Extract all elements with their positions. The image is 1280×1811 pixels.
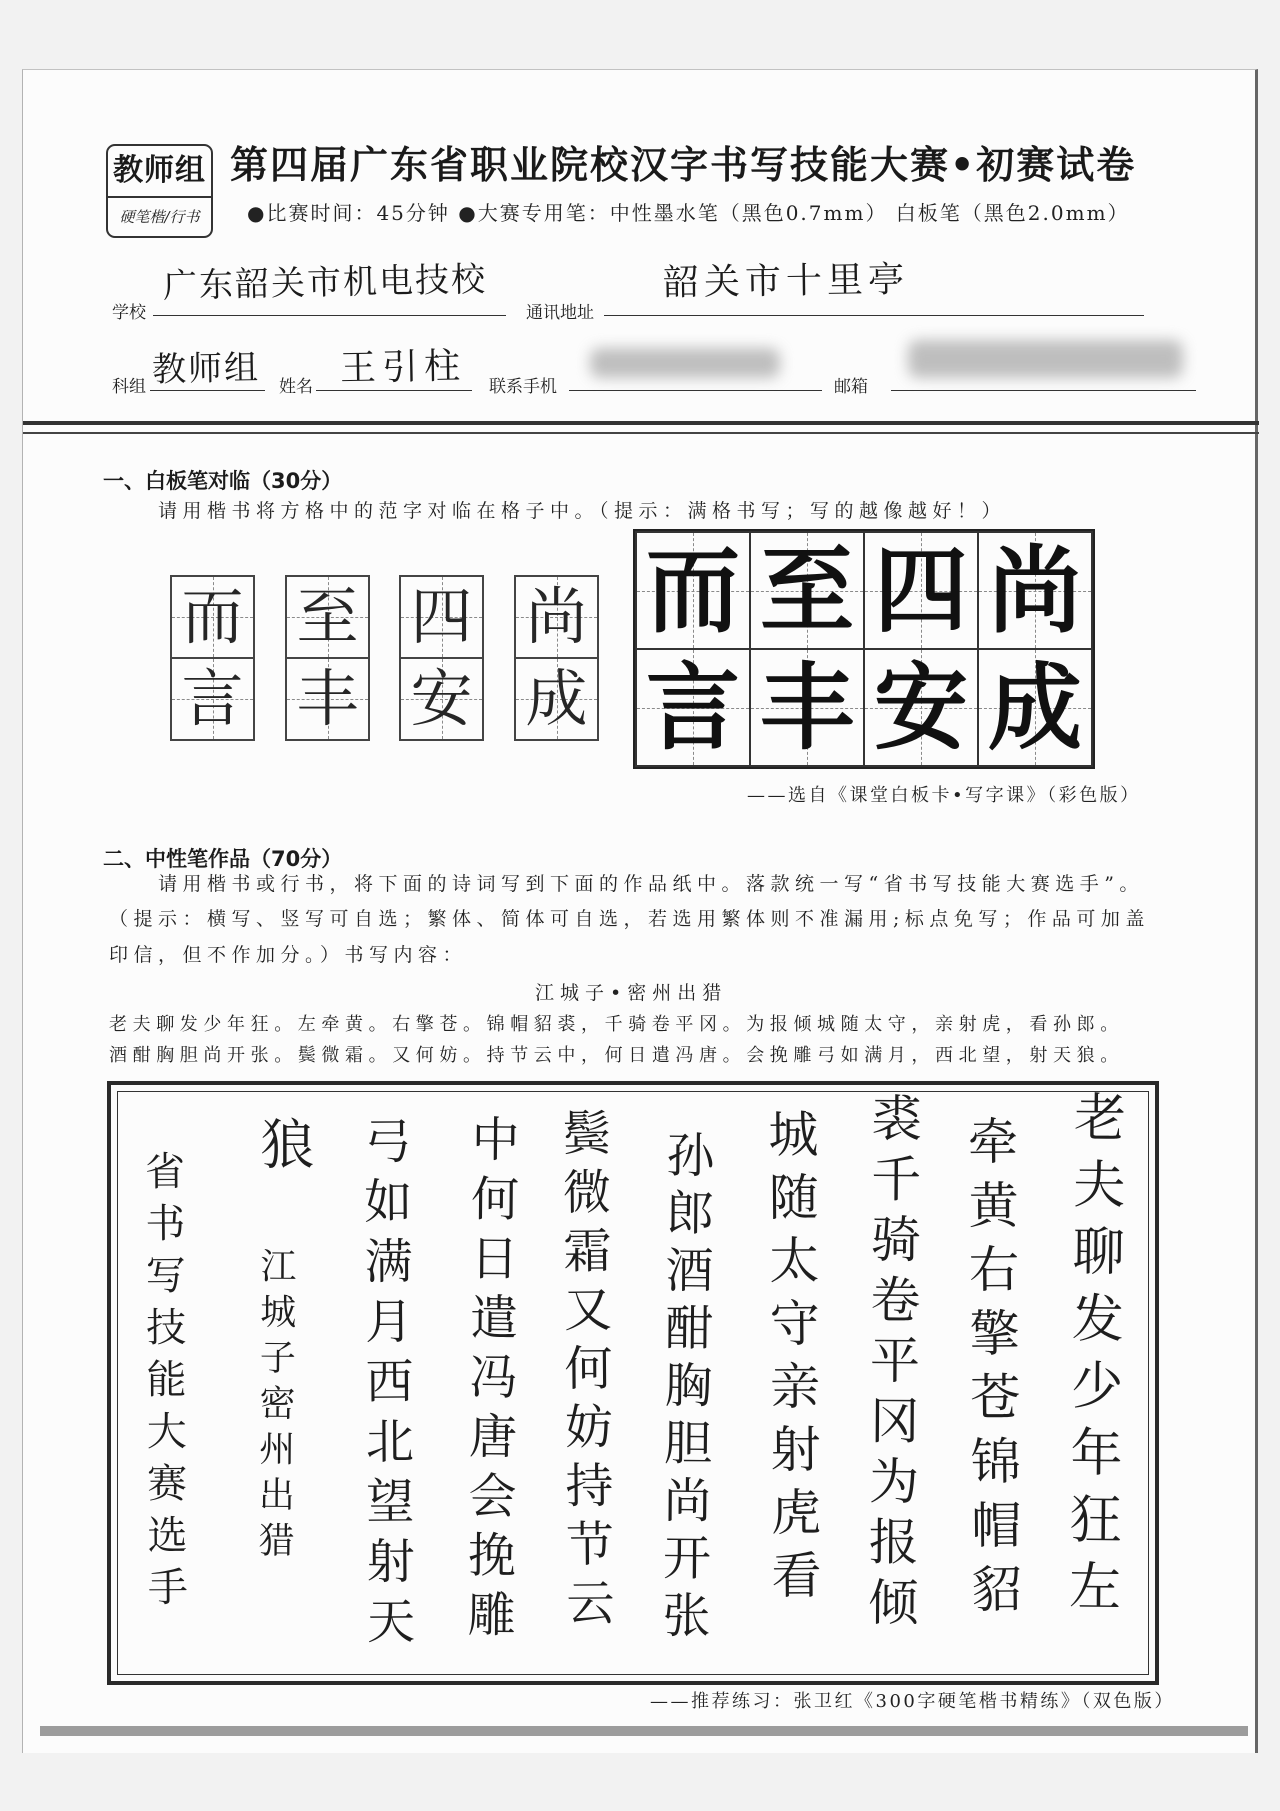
section2-instruction-line: 请用楷书或行书，将下面的诗词写到下面的作品纸中。落款统一写“省书写技能大赛选手”。 — [158, 873, 1144, 895]
address-label: 通讯地址 — [526, 303, 594, 323]
name-underline — [316, 390, 472, 391]
practice-char: 四 — [410, 580, 473, 653]
recommendation-note: ——推荐练习：张卫红《300字硬笔楷书精练》（双色版） — [650, 1691, 1175, 1712]
poem-column-6: 鬓微霜又何妨持节云 — [553, 1107, 615, 1637]
model-cell — [635, 531, 751, 650]
poem-line: 酒酣胸胆尚开张。鬓微霜。又何妨。持节云中，何日遣冯唐。会挽雕弓如满月，西北望，射天狼。 — [109, 1045, 1124, 1066]
model-char: 至 — [759, 535, 854, 646]
model-cell — [977, 531, 1093, 650]
bottom-rule — [40, 1726, 1248, 1736]
model-cell — [749, 648, 865, 767]
model-cell — [863, 531, 979, 650]
poem-title: 江城子•密州出猎 — [535, 982, 728, 1004]
group-value: 教师组 — [151, 348, 261, 390]
address-underline — [604, 315, 1144, 316]
group-badge — [106, 144, 213, 238]
exam-info: ●比赛时间：45分钟 ●大赛专用笔：中性墨水笔（黑色0.7mm） 白板笔（黑色2.0mm） — [247, 201, 1130, 225]
model-char: 言 — [645, 652, 740, 763]
group-underline — [150, 390, 265, 391]
school-value: 广东韶关市机电技校 — [162, 259, 488, 307]
name-value: 王引柱 — [339, 345, 467, 390]
practice-cell — [285, 575, 370, 659]
email-underline — [891, 390, 1196, 391]
section1-instruction: 请用楷书将方格中的范字对临在格子中。（提示：满格书写；写的越像越好！） — [158, 500, 1007, 522]
signature-column: 省书写技能大赛选手 — [138, 1149, 188, 1619]
model-char: 而 — [645, 535, 740, 646]
poem-column-8: 弓如满月西北望射天 — [355, 1115, 415, 1657]
practice-cell — [170, 575, 255, 659]
inscription-title-column: 江城子密州出猎 — [252, 1246, 297, 1568]
poem-column-1: 老夫聊发少年狂左 — [1059, 1089, 1125, 1627]
poem-column-4: 城随太守亲射虎看 — [760, 1107, 822, 1613]
group-label: 科组 — [112, 377, 146, 397]
model-cell — [635, 648, 751, 767]
poem-column-3: 裘千骑卷平冈为报倾 — [860, 1091, 922, 1637]
practice-cell — [170, 657, 255, 741]
school-underline — [153, 315, 506, 316]
header-divider-thin — [23, 432, 1259, 434]
page-title: 第四届广东省职业院校汉字书写技能大赛•初赛试卷 — [230, 143, 1137, 187]
section2-heading: 二、中性笔作品（70分） — [103, 847, 343, 871]
practice-cell — [514, 575, 599, 659]
phone-redacted — [590, 348, 780, 378]
practice-char: 安 — [410, 662, 473, 735]
model-cell — [977, 648, 1093, 767]
group-badge-subtitle: 硬笔楷/行书 — [119, 208, 200, 226]
school-label: 学校 — [112, 303, 146, 323]
address-value: 韶关市十里亭 — [662, 259, 910, 304]
practice-char: 丰 — [296, 662, 359, 735]
group-badge-label: 教师组 — [108, 146, 211, 198]
email-label: 邮箱 — [834, 377, 868, 397]
practice-char: 而 — [181, 580, 244, 653]
practice-cell — [399, 575, 484, 659]
header-divider — [23, 421, 1259, 425]
email-redacted — [908, 340, 1183, 378]
practice-char: 成 — [525, 662, 588, 735]
poem-line: 老夫聊发少年狂。左牵黄。右擎苍。锦帽貂裘，千骑卷平冈。为报倾城随太守，亲射虎，看孙郎。 — [109, 1014, 1124, 1035]
model-char: 安 — [873, 652, 968, 763]
model-cell — [749, 531, 865, 650]
model-char: 尚 — [987, 535, 1082, 646]
practice-char: 尚 — [525, 580, 588, 653]
poem-column-5: 孙郎酒酣胸胆尚开张 — [653, 1129, 715, 1648]
practice-cell — [285, 657, 370, 741]
practice-cell — [514, 657, 599, 741]
name-label: 姓名 — [279, 377, 313, 397]
poem-column-7: 中何日遣冯唐会挽雕 — [458, 1113, 520, 1649]
phone-label: 联系手机 — [489, 377, 557, 397]
model-char: 丰 — [759, 652, 854, 763]
section2-instruction-line: （提示：横写、竖写可自选；繁体、简体可自选，若选用繁体则不准漏用;标点免写；作品可加盖 — [109, 908, 1150, 930]
model-char: 四 — [873, 535, 968, 646]
section2-instruction-line: 印信，但不作加分。）书写内容： — [109, 944, 468, 966]
poem-column-9: 狼 — [252, 1116, 315, 1170]
model-char: 成 — [987, 652, 1082, 763]
practice-char: 至 — [296, 580, 359, 653]
model-cell — [863, 648, 979, 767]
poem-column-2: 牵黄右擎苍锦帽貂 — [959, 1114, 1023, 1628]
practice-cell — [399, 657, 484, 741]
phone-underline — [569, 390, 822, 391]
section1-heading: 一、白板笔对临（30分） — [103, 469, 343, 493]
practice-char: 言 — [181, 662, 244, 735]
section1-source: ——选自《课堂白板卡•写字课》（彩色版） — [747, 785, 1141, 806]
